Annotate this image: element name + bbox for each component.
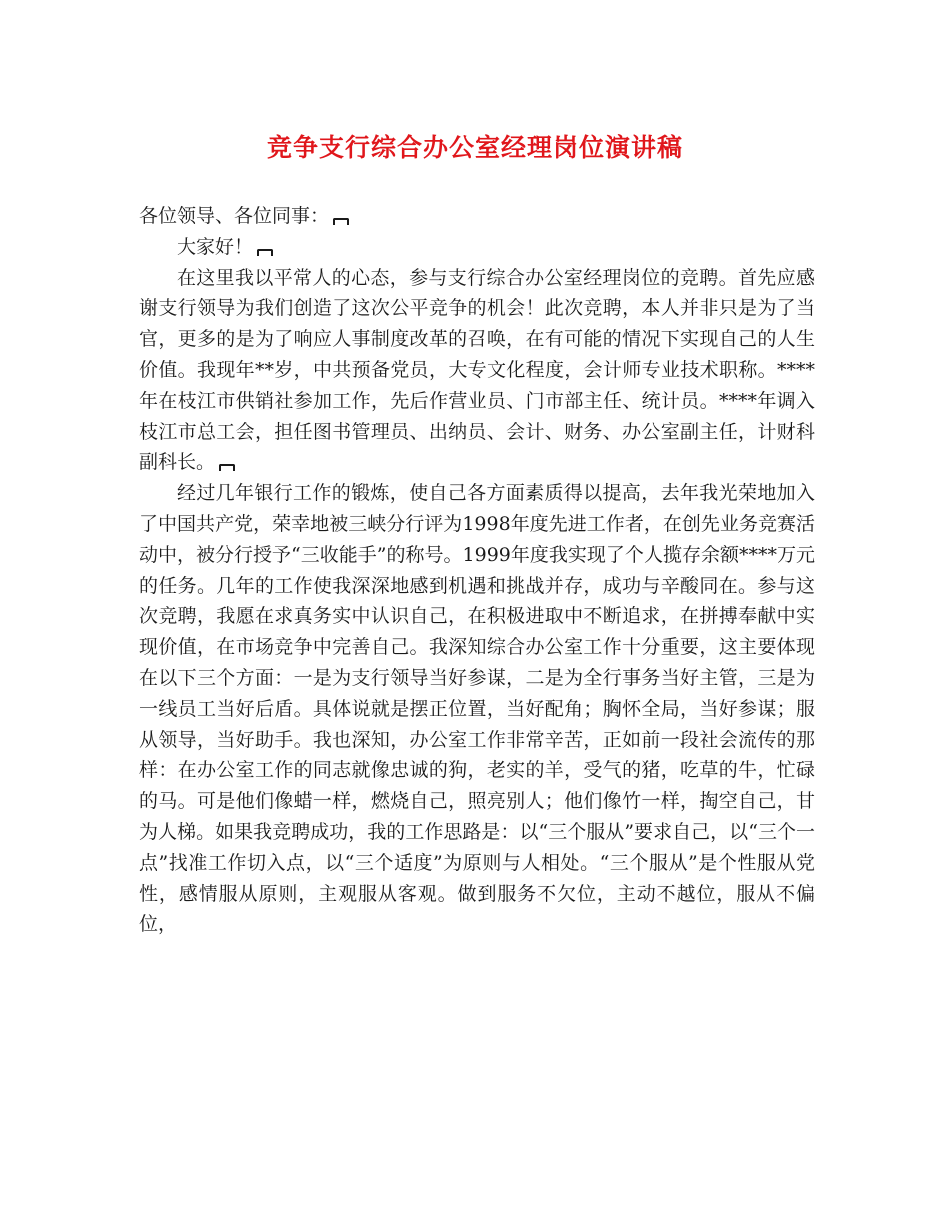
document-title: 竞争支行综合办公室经理岗位演讲稿 — [266, 133, 683, 162]
paragraph-mark-icon — [333, 218, 349, 225]
paragraph-text: 经过几年银行工作的锻炼，使自己各方面素质得以提高，去年我光荣地加入了中国共产党，荣幸地被三峡分行评为1998年度先进工作者，在创先业务竞赛活动中，被分行授予“三收能手”的称号。1999年度我实现了个人揽存余额****万元的任务。几年的工作使我深深地感到机遇和挑战并存，成功与辛酸同在。参与这次竞聘，我愿在求真务实中认识自己，在积极进取中不断追求，在拼搏奉献中实现价值，在市场竞争中完善自己。我深知综合办公室工作十分重要，这主要体现在以下三个方面：一是为支行领导当好参谋，二是为全行事务当好主管，三是为一线员工当好后盾。具体说就是摆正位置，当好配角；胸怀全局，当好参谋；服从领导，当好助手。我也深知，办公室工作非常辛苦，正如前一段社会流传的那样：在办公室工作的同志就像忠诚的狗，老实的羊，受气的猪，吃草的牛，忙碌的马。可是他们像蜡一样，燃烧自己，照亮别人；他们像竹一样，掏空自己，甘为人梯。如果我竞聘成功，我的工作思路是：以“三个服从”要求自己，以“三个一点”找准工作切入点，以“三个适度”为原则与人相处。“三个服从”是个性服从党性，感情服从原则，主观服从客观。做到服务不欠位，主动不越位，服从不偏位， — [139, 482, 815, 936]
paragraph-text: 各位领导、各位同事： — [139, 205, 330, 227]
paragraph-mark-icon — [219, 464, 235, 471]
paragraph-text: 大家好！ — [177, 235, 254, 258]
document-body — [139, 201, 815, 940]
experience-paragraph — [139, 478, 815, 940]
greeting-paragraph — [139, 232, 815, 263]
paragraph-mark-icon — [257, 249, 273, 256]
salutation-paragraph — [139, 201, 815, 232]
introduction-paragraph — [139, 263, 815, 479]
paragraph-text: 在这里我以平常人的心态，参与支行综合办公室经理岗位的竞聘。首先应感谢支行领导为我们创造了这次公平竞争的机会！此次竞聘，本人并非只是为了当官，更多的是为了响应人事制度改革的召唤，在有可能的情况下实现自己的人生价值。我现年**岁，中共预备党员，大专文化程度，会计师专业技术职称。****年在枝江市供销社参加工作，先后作营业员、门市部主任、统计员。****年调入枝江市总工会，担任图书管理员、出纳员、会计、财务、办公室副主任，计财科副科长。 — [139, 266, 815, 474]
